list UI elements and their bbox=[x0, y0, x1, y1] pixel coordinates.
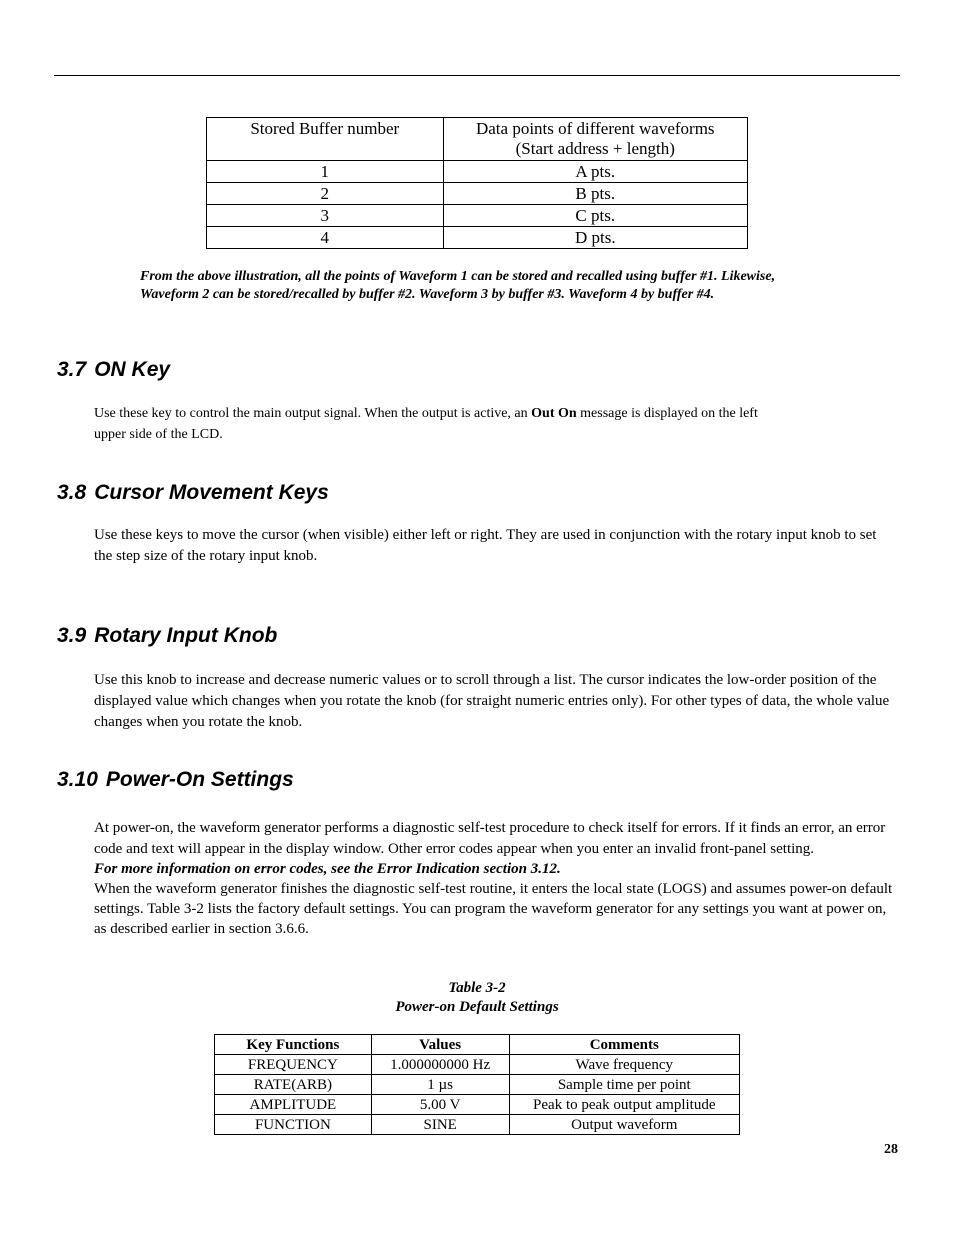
out-on-label: Out On bbox=[531, 406, 577, 421]
table-cell: Output waveform bbox=[509, 1115, 739, 1135]
buffer-header-line: (Start address + length) bbox=[515, 139, 675, 158]
table-cell: FREQUENCY bbox=[215, 1055, 372, 1075]
table-row bbox=[215, 1095, 740, 1115]
section-number: 3.7 bbox=[57, 358, 87, 381]
table-cell: Peak to peak output amplitude bbox=[509, 1095, 739, 1115]
page-number: 28 bbox=[884, 1142, 898, 1157]
buffer-note-line: From the above illustration, all the points of Waveform 1 can be stored and recalled using buffer #1. Likewise, bbox=[140, 269, 776, 284]
power-on-text: At power-on, the waveform generator performs a diagnostic self-test procedure to check itself for errors. If it finds an error, an error code and text will appear in the display window. Other error codes appear when you enter an invalid front-panel setting. bbox=[94, 820, 886, 857]
table-cell: Sample time per point bbox=[509, 1075, 739, 1095]
defaults-table bbox=[214, 1034, 740, 1135]
table-caption-number: Table 3-2 bbox=[448, 980, 506, 996]
table-cell: RATE(ARB) bbox=[215, 1075, 372, 1095]
header-rule bbox=[54, 75, 900, 76]
table-cell: 2 bbox=[207, 183, 444, 205]
section-number: 3.10 bbox=[57, 768, 98, 791]
column-header: Values bbox=[371, 1035, 509, 1055]
table-row bbox=[207, 205, 748, 227]
buffer-header-line: Data points of different waveforms bbox=[475, 119, 715, 138]
table-cell: 1 bbox=[207, 161, 444, 183]
table-row bbox=[215, 1115, 740, 1135]
section-title: Power-On Settings bbox=[105, 768, 294, 791]
table-row bbox=[207, 183, 748, 205]
table-caption-title: Power-on Default Settings bbox=[395, 999, 559, 1015]
table-row bbox=[215, 1075, 740, 1095]
table-header-row bbox=[215, 1035, 740, 1055]
power-on-error-note: For more information on error codes, see the Error Indication section 3.12. bbox=[94, 861, 561, 877]
table-cell: SINE bbox=[371, 1115, 509, 1135]
buffer-table-header bbox=[207, 118, 748, 161]
buffer-header-cell: Stored Buffer number bbox=[207, 118, 444, 161]
table-cell: FUNCTION bbox=[215, 1115, 372, 1135]
table-caption bbox=[300, 979, 654, 1017]
buffer-note-line: Waveform 2 can be stored/recalled by buffer #2. Waveform 3 by buffer #3. Waveform 4 by buffer #4. bbox=[140, 287, 715, 302]
table-cell: AMPLITUDE bbox=[215, 1095, 372, 1115]
table-cell: 4 bbox=[207, 227, 444, 249]
power-on-paragraph bbox=[94, 818, 894, 939]
table-cell: 5.00 V bbox=[371, 1095, 509, 1115]
table-cell: 1.000000000 Hz bbox=[371, 1055, 509, 1075]
text-run: Use these key to control the main output signal. When the output is active, an bbox=[94, 406, 532, 421]
buffer-header-cell bbox=[443, 118, 747, 161]
section-title: ON Key bbox=[94, 358, 171, 381]
section-title: Rotary Input Knob bbox=[94, 624, 278, 647]
cursor-keys-paragraph: Use these keys to move the cursor (when visible) either left or right. They are used in conjunction with the rotary input knob to set the step size of the rotary input knob. bbox=[94, 527, 877, 564]
buffer-table bbox=[206, 117, 748, 249]
rotary-knob-paragraph: Use this knob to increase and decrease numeric values or to scroll through a list. The cursor indicates the low-order position of the displayed value which changes when you rotate the knob (for straight numeric entries only). For other types of data, the whole value changes when you rotate the knob. bbox=[94, 672, 890, 730]
table-row bbox=[215, 1055, 740, 1075]
section-heading-power-on bbox=[57, 768, 294, 792]
section-heading-on-key bbox=[57, 358, 170, 382]
power-on-text: When the waveform generator finishes the diagnostic self-test routine, it enters the local state (LOGS) and assumes power-on default settings. Table 3-2 lists the factory default settings. You can program the waveform generator for any settings you want at power on, as described earlier in section 3.6.6. bbox=[94, 881, 893, 937]
section-number: 3.9 bbox=[57, 624, 87, 647]
table-cell: C pts. bbox=[443, 205, 747, 227]
section-heading-cursor-keys bbox=[57, 481, 329, 505]
table-cell: 3 bbox=[207, 205, 444, 227]
section-number: 3.8 bbox=[57, 481, 87, 504]
table-cell: Wave frequency bbox=[509, 1055, 739, 1075]
text-run: upper side of the LCD. bbox=[94, 427, 223, 442]
table-row bbox=[207, 161, 748, 183]
buffer-note bbox=[140, 268, 880, 304]
section-title: Cursor Movement Keys bbox=[94, 481, 329, 504]
section-heading-rotary-knob bbox=[57, 624, 277, 648]
on-key-paragraph bbox=[94, 403, 894, 445]
column-header: Key Functions bbox=[215, 1035, 372, 1055]
table-cell: D pts. bbox=[443, 227, 747, 249]
text-run: message is displayed on the left bbox=[576, 406, 758, 421]
table-cell: A pts. bbox=[443, 161, 747, 183]
table-cell: 1 µs bbox=[371, 1075, 509, 1095]
table-cell: B pts. bbox=[443, 183, 747, 205]
column-header: Comments bbox=[509, 1035, 739, 1055]
table-row bbox=[207, 227, 748, 249]
